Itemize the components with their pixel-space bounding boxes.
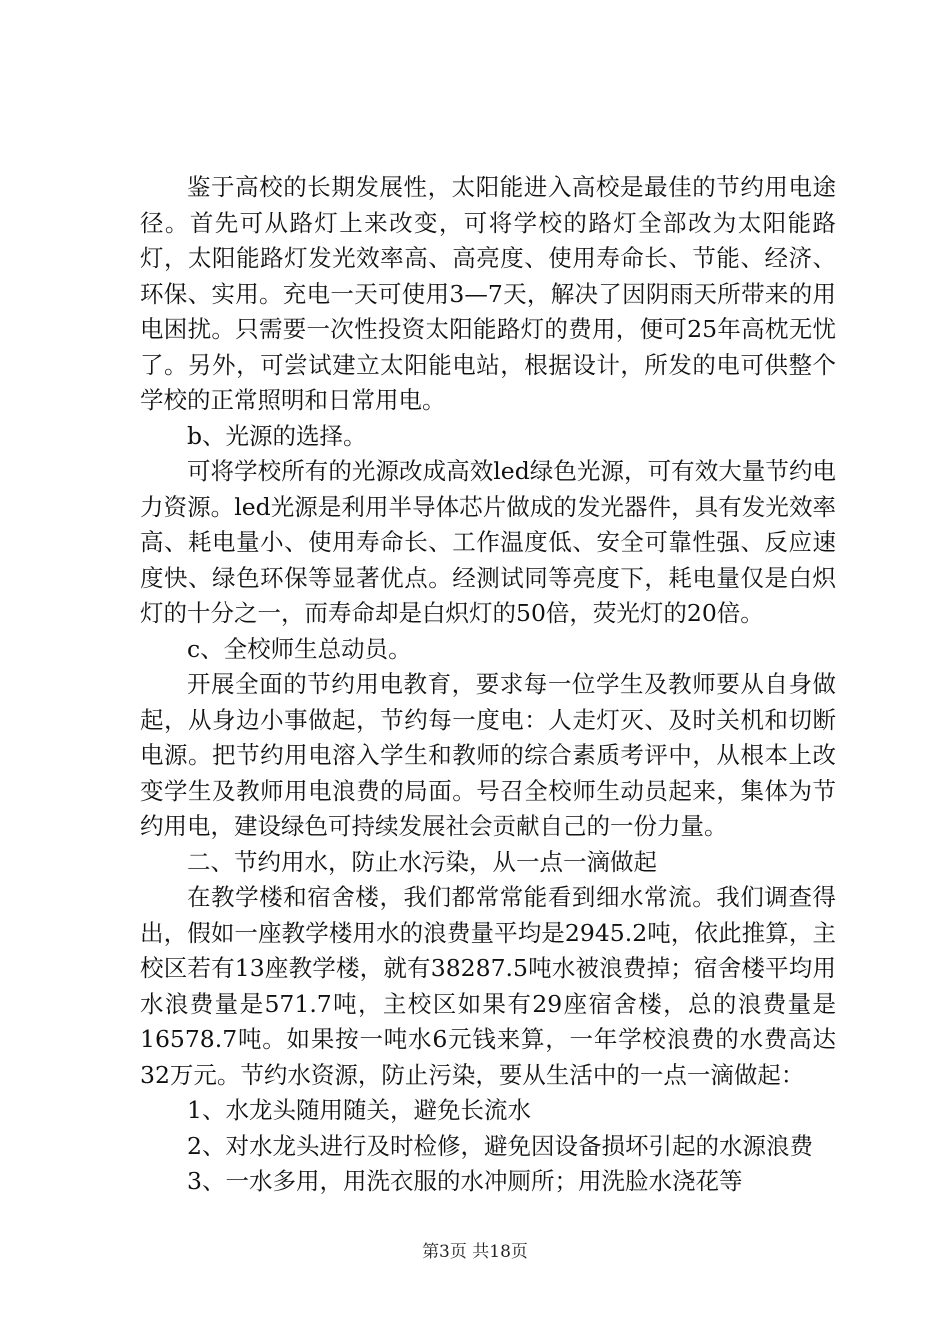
paragraph-solar-energy: 鉴于高校的长期发展性，太阳能进入高校是最佳的节约用电途径。首先可从路灯上来改变，可将学校的路灯全部改为太阳能路灯，太阳能路灯发光效率高、高亮度、使用寿命长、节能、经济、环保、实用。充电一天可使用3—7天，解决了因阴雨天所带来的用电困扰。只需要一次性投资太阳能路灯的费用，便可25年高枕无忧了。另外，可尝试建立太阳能电站，根据设计，所发的电可供整个学校的正常照明和日常用电。 — [140, 173, 836, 414]
list-item-repair: 2、对水龙头进行及时检修，避免因设备损坏引起的水源浪费 — [187, 1131, 813, 1160]
heading-mobilization: c、全校师生总动员。 — [187, 634, 412, 663]
section-heading-water: 二、节约用水，防止水污染，从一点一滴做起 — [187, 847, 657, 876]
document-body — [140, 170, 836, 1200]
heading-light-source: b、光源的选择。 — [187, 421, 367, 450]
list-item-faucet: 1、水龙头随用随关，避免长流水 — [187, 1096, 531, 1124]
paragraph-led-light: 可将学校所有的光源改成高效led绿色光源，可有效大量节约电力资源。led光源是利用半导体芯片做成的发光器件，具有发光效率高、耗电量小、使用寿命长、工作温度低、安全可靠性强、反应速度快、绿色环保等显著优点。经测试同等亮度下，耗电量仅是白炽灯的十分之一，而寿命却是白炽灯的50倍，荧光灯的20倍。 — [140, 457, 836, 627]
paragraph-education: 开展全面的节约用电教育，要求每一位学生及教师要从自身做起，从身边小事做起，节约每一度电：人走灯灭、及时关机和切断电源。把节约用电溶入学生和教师的综合素质考评中，从根本上改变学生及教师用电浪费的局面。号召全校师生动员起来，集体为节约用电，建设绿色可持续发展社会贡献自己的一份力量。 — [140, 670, 836, 840]
page-footer: 第3页 共18页 — [422, 1242, 528, 1262]
list-item-reuse: 3、一水多用，用洗衣服的水冲厕所；用洗脸水浇花等 — [187, 1167, 743, 1195]
paragraph-water-waste: 在教学楼和宿舍楼，我们都常常能看到细水常流。我们调查得出，假如一座教学楼用水的浪费量平均是2945.2吨，依此推算，主校区若有13座教学楼，就有38287.5吨水被浪费掉；宿舍楼平均用水浪费量是571.7吨，主校区如果有29座宿舍楼，总的浪费量是16578.7吨。如果按一吨水6元钱来算，一年学校浪费的水费高达32万元。节约水资源，防止污染，要从生活中的一点一滴做起： — [140, 883, 836, 1089]
